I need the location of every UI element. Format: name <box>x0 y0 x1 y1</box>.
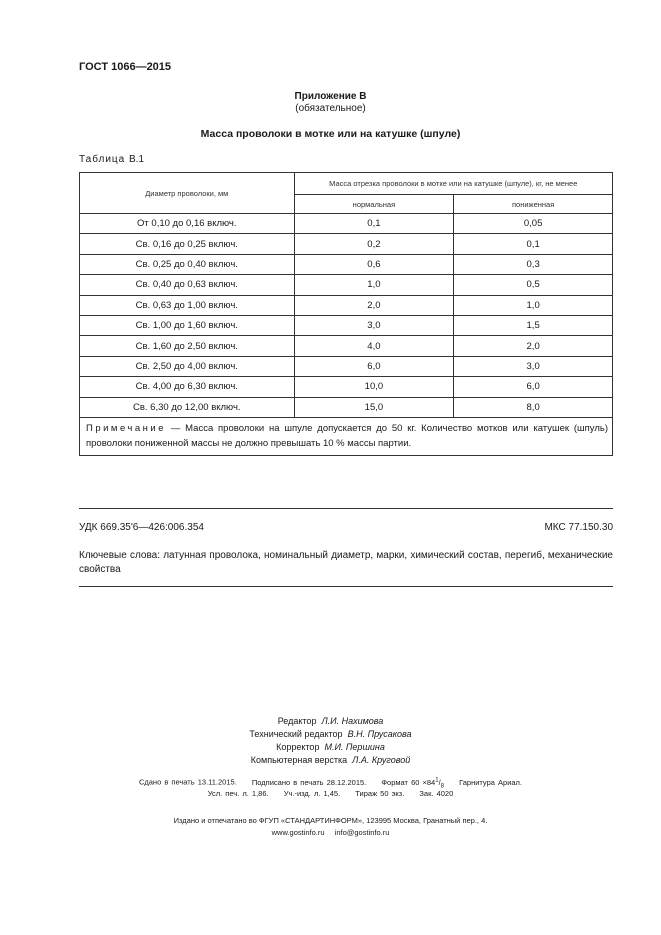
typeface: Гарнитура Ариал. <box>459 777 523 787</box>
publisher-info: Издано и отпечатано во ФГУП «СТАНДАРТИНФОРМ», 123995 Москва, Гранатный пер., 4. <box>173 816 488 825</box>
table-row <box>80 295 613 315</box>
cell-reduced: 8,0 <box>454 397 613 417</box>
publisher-sheets: Уч.-изд. л. 1,45. <box>283 789 341 798</box>
table-row <box>80 254 613 274</box>
cell-diameter: Св. 0,40 до 0,63 включ. <box>80 275 295 295</box>
credit-corrector <box>0 741 661 754</box>
table-row <box>80 377 613 397</box>
mass-table <box>79 172 613 456</box>
header-diameter: Диаметр проволоки, мм <box>80 173 295 214</box>
cell-reduced: 0,1 <box>454 234 613 254</box>
cell-diameter: Св. 0,16 до 0,25 включ. <box>80 234 295 254</box>
paper-format: Формат $60 \times 84^1/_8$ <box>381 777 444 789</box>
header-normal: нормальная <box>294 195 454 214</box>
table-label <box>79 154 144 165</box>
print-sheets: Усл. печ. л. 1,86. <box>207 789 269 798</box>
cell-reduced: 0,05 <box>454 214 613 234</box>
udk-code: УДК 669.35'6—426:006.354 <box>79 522 204 533</box>
cell-diameter: От 0,10 до 0,16 включ. <box>80 214 295 234</box>
publisher-contacts <box>0 828 661 837</box>
credit-name: В.Н. Прусакова <box>347 729 412 739</box>
cell-normal: 0,1 <box>294 214 454 234</box>
table-row <box>80 275 613 295</box>
credit-role: Компьютерная верстка <box>250 755 348 765</box>
cell-normal: 3,0 <box>294 315 454 335</box>
cell-diameter: Св. 0,63 до 1,00 включ. <box>80 295 295 315</box>
mks-code: МКС 77.150.30 <box>544 522 613 533</box>
credit-name: Л.А. Круговой <box>352 755 411 765</box>
header-reduced: пониженная <box>454 195 613 214</box>
print-info-line2 <box>0 789 661 798</box>
keywords: Ключевые слова: латунная проволока, номинальный диаметр, марки, химический состав, перегиб, механические свойства <box>79 550 613 575</box>
divider-top <box>79 508 613 509</box>
cell-normal: 2,0 <box>294 295 454 315</box>
table-row <box>80 214 613 234</box>
cell-normal: 4,0 <box>294 336 454 356</box>
divider-bottom <box>79 586 613 587</box>
note-label: Примечание <box>86 422 166 434</box>
standard-number: ГОСТ 1066—2015 <box>79 61 172 73</box>
cell-diameter: Св. 1,60 до 2,50 включ. <box>80 336 295 356</box>
appendix-subtitle: (обязательное) <box>295 103 366 114</box>
cell-diameter: Св. 6,30 до 12,00 включ. <box>80 397 295 417</box>
cell-diameter: Св. 0,25 до 0,40 включ. <box>80 254 295 274</box>
table-row <box>80 315 613 335</box>
table-row <box>80 397 613 417</box>
website-link[interactable]: www.gostinfo.ru <box>271 828 325 837</box>
credits-block <box>0 715 661 767</box>
cell-normal: 0,6 <box>294 254 454 274</box>
table-row <box>80 356 613 376</box>
signed-date: Подписано в печать 28.12.2015. <box>251 777 367 787</box>
order-number: Зак. 4020 <box>419 789 454 798</box>
cell-diameter: Св. 2,50 до 4,00 включ. <box>80 356 295 376</box>
table-note <box>80 417 613 455</box>
table-row <box>80 336 613 356</box>
credit-editor <box>0 715 661 728</box>
credit-tech-editor <box>0 728 661 741</box>
cell-reduced: 6,0 <box>454 377 613 397</box>
cell-normal: 15,0 <box>294 397 454 417</box>
cell-reduced: 1,5 <box>454 315 613 335</box>
cell-diameter: Св. 1,00 до 1,60 включ. <box>80 315 295 335</box>
email-link[interactable]: info@gostinfo.ru <box>334 828 390 837</box>
cell-normal: 0,2 <box>294 234 454 254</box>
cell-normal: 6,0 <box>294 356 454 376</box>
table-label-number: В.1 <box>129 154 145 165</box>
appendix-title: Приложение В <box>294 91 367 102</box>
print-run: Тираж 50 экз. <box>355 789 405 798</box>
cell-reduced: 0,5 <box>454 275 613 295</box>
table-row <box>80 234 613 254</box>
cell-reduced: 1,0 <box>454 295 613 315</box>
credit-role: Корректор <box>276 742 320 752</box>
table-label-word: Таблица <box>79 154 126 165</box>
header-mass: Масса отрезка проволоки в мотке или на катушке (шпуле), кг, не менее <box>294 173 612 195</box>
cell-normal: 10,0 <box>294 377 454 397</box>
cell-reduced: 0,3 <box>454 254 613 274</box>
credit-role: Редактор <box>277 716 317 726</box>
credit-name: М.И. Першина <box>324 742 385 752</box>
cell-reduced: 2,0 <box>454 336 613 356</box>
cell-diameter: Св. 4,00 до 6,30 включ. <box>80 377 295 397</box>
cell-reduced: 3,0 <box>454 356 613 376</box>
cell-normal: 1,0 <box>294 275 454 295</box>
credit-role: Технический редактор <box>249 729 343 739</box>
section-title: Масса проволоки в мотке или на катушке (шпуле) <box>200 128 461 140</box>
signed-print-date: Сдано в печать 13.11.2015. <box>138 777 237 787</box>
print-info-line1 <box>0 777 661 789</box>
credit-layout <box>0 754 661 767</box>
note-text: — Масса проволоки на шпуле допускается до 50 кг. Количество мотков или катушек (шпуль) проволоки пониженной массы не должно превышать 10 % массы партии. <box>86 422 608 449</box>
credit-name: Л.И. Нахимова <box>321 716 384 726</box>
